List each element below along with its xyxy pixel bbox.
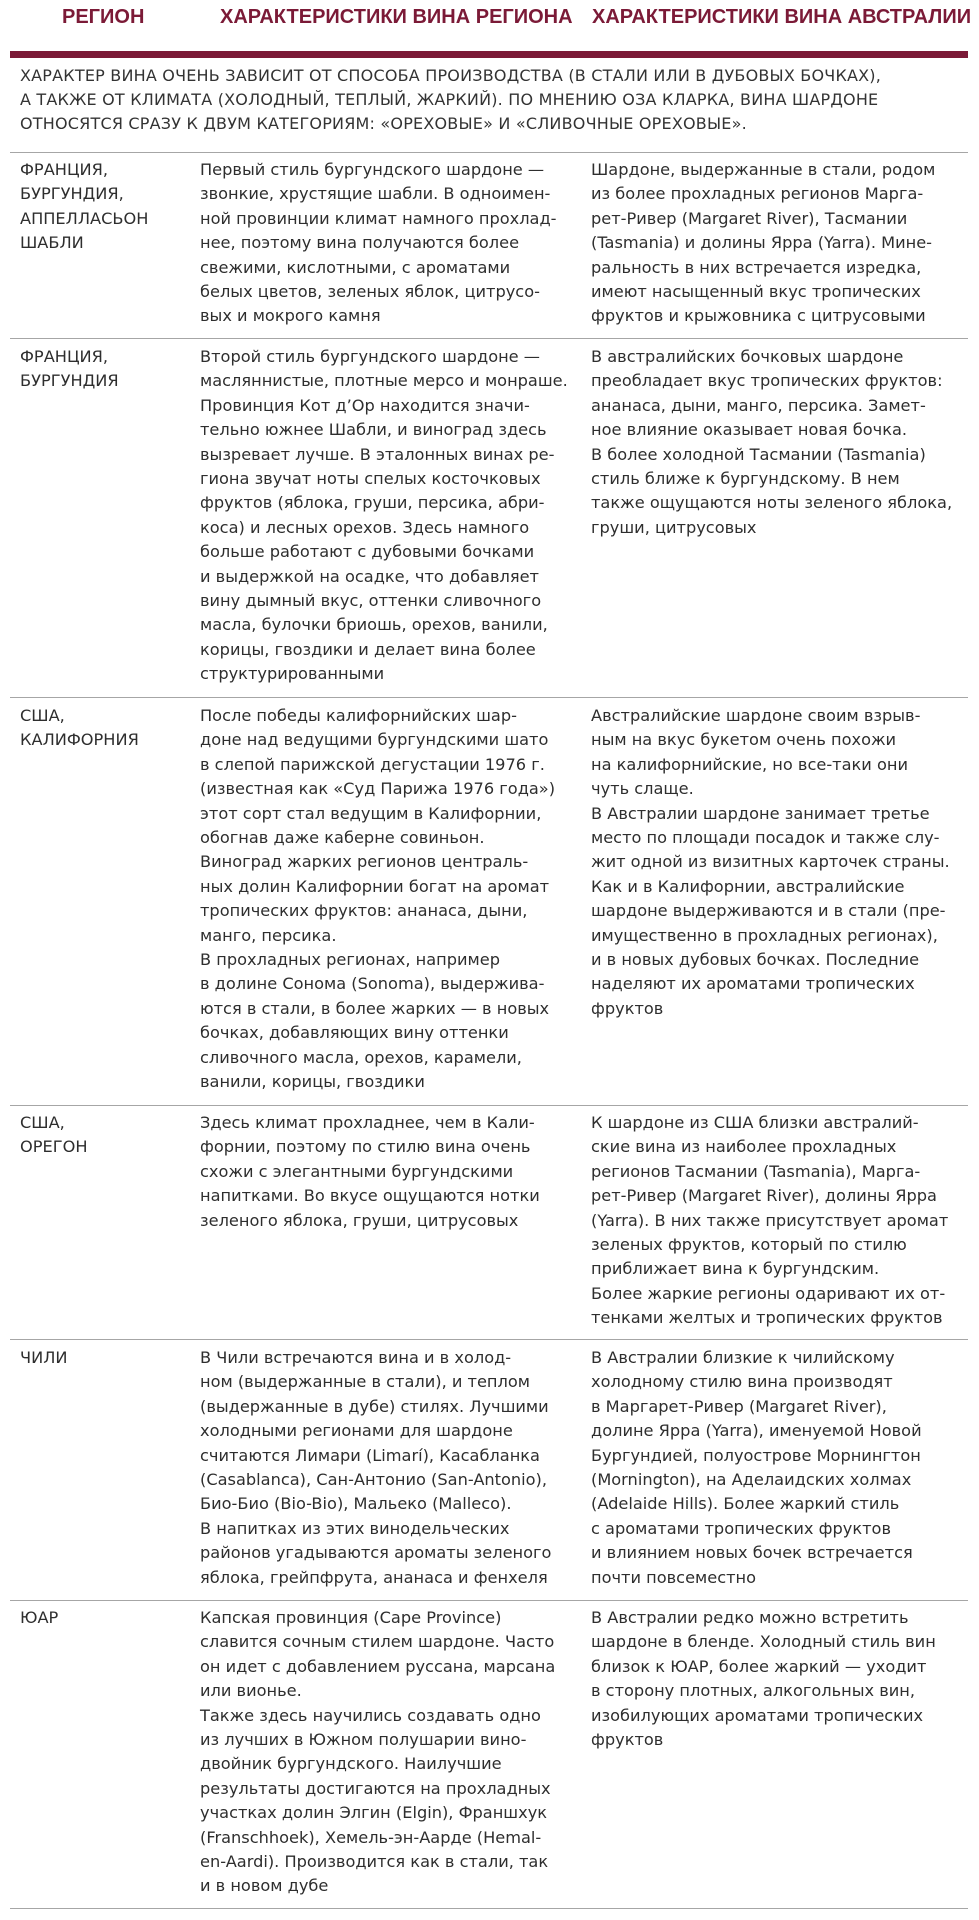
row-divider (10, 1339, 968, 1340)
row-region-wine: Первый стиль бургундского шардоне — звонкие, хрустящие шабли. В одноимен- ной провинции климат намного прохлад- нее, поэтому вина получаются более свежими, кислотными, с ароматами белых цветов, зеленых яблок, цитрусо- вых и мокрого камня (200, 160, 557, 326)
row-region-wine: В Чили встречаются вина и в холод- ном (выдержанные в стали), и теплом (выдержанные в дубе) стилях. Лучшими холодными регионами для шардоне считаются Лимари (Limarí), Касабланка (Casablanca), Сан-Антонио (San-Antonio), Био-Био (Bio-Bio), Мальеко (Malleco). В напитках из этих винодельческих районов угадываются ароматы зеленого яблока, грейпфрута, ананаса и фенхеля (200, 1348, 552, 1587)
row-divider (10, 697, 968, 698)
row-region-wine: Здесь климат прохладнее, чем в Кали- форнии, поэтому по стилю вина очень схожи с элегантными бургундскими напитками. Во вкусе ощущаются нотки зеленого яблока, груши, цитрусовых (200, 1113, 540, 1230)
row-divider (10, 1600, 968, 1601)
column-header-australia-wine: ХАРАКТЕРИСТИКИ ВИНА АВСТРАЛИИ (592, 6, 972, 28)
row-region: США, КАЛИФОРНИЯ (20, 706, 139, 750)
header-rule (10, 51, 968, 58)
row-australia-wine: В Австралии близкие к чилийскому холодному стилю вина производят в Маргарет-Ривер (Margaret River), долине Ярра (Yarra), именуемой Новой Бургундией, полуострове Морнингтон (Mornington), на Аделаидских холмах (Adelaide Hills). Более жаркий стиль с ароматами тропических фруктов и влиянием новых бочек встречается почти повсеместно (591, 1348, 922, 1587)
row-region: ФРАНЦИЯ, БУРГУНДИЯ, АППЕЛЛАСЬОН ШАБЛИ (20, 160, 149, 253)
row-australia-wine: В австралийских бочковых шардоне преобладает вкус тропических фруктов: ананаса, дыни, манго, персика. Замет- ное влияние оказывает новая бочка. В более холодной Тасмании (Tasmania) стиль ближе к бургундскому. В нем также ощущаются ноты зеленого яблока, груши, цитрусовых (591, 347, 953, 537)
row-region: США, ОРЕГОН (20, 1113, 88, 1157)
row-australia-wine: Австралийские шардоне своим взрыв- ным на вкус букетом очень похожи на калифорнийские, но все-таки они чуть слаще. В Австралии шардоне занимает третье место по площади посадок и также слу- жит одной из визитных карточек страны. Как и в Калифорнии, австралийские шардоне выдерживаются и в стали (пре- имущественно в прохладных регионах), и в новых дубовых бочках. Последние наделяют их ароматами тропических фруктов (591, 706, 950, 1018)
row-region-wine: После победы калифорнийских шар- доне над ведущими бургундскими шато в слепой парижской дегустации 1976 г. (известная как «Суд Парижа 1976 года») этот сорт стал ведущим в Калифорнии, обогнав даже каберне совиньон. Виноград жарких регионов централь- ных долин Калифорнии богат на аромат тропических фруктов: ананаса, дыни, манго, персика. В прохладных регионах, например в долине Сонома (Sonoma), выдержива- ются в стали, в более жарких — в новых бочках, добавляющих вину оттенки сливочного масла, орехов, карамели, ванили, корицы, гвоздики (200, 706, 556, 1092)
row-region: ЧИЛИ (20, 1348, 68, 1367)
intro-paragraph: ХАРАКТЕР ВИНА ОЧЕНЬ ЗАВИСИТ ОТ СПОСОБА ПРОИЗВОДСТВА (В СТАЛИ ИЛИ В ДУБОВЫХ БОЧКАХ), А ТАКЖЕ ОТ КЛИМАТА (ХОЛОДНЫЙ, ТЕПЛЫЙ, ЖАРКИЙ). ПО МНЕНИЮ ОЗА КЛАРКА, ВИНА ШАРДОНЕ ОТНОСЯТСЯ СРАЗУ К ДВУМ КАТЕГОРИЯМ: «ОРЕХОВЫЕ» И «СЛИВОЧНЫЕ ОРЕХОВЫЕ». (20, 66, 882, 133)
row-divider (10, 152, 968, 153)
row-region-wine: Капская провинция (Cape Province) славится сочным стилем шардоне. Часто он идет с добавлением руссана, марсана или вионье. Также здесь научились создавать одно из лучших в Южном полушарии вино- двойник бургундского. Наилучшие результаты достигаются на прохладных участках долин Элгин (Elgin), Франшхук (Franschhoek), Хемель-эн-Аарде (Hemal- en-Aardi). Производится как в стали, так и в новом дубе (200, 1608, 556, 1896)
row-region: ЮАР (20, 1608, 59, 1627)
column-header-region-wine: ХАРАКТЕРИСТИКИ ВИНА РЕГИОНА (220, 6, 573, 28)
table-header (0, 0, 979, 40)
row-australia-wine: В Австралии редко можно встретить шардоне в бленде. Холодный стиль вин близок к ЮАР, более жаркий — уходит в сторону плотных, алкогольных вин, изобилующих ароматами тропических фруктов (591, 1608, 936, 1750)
row-region-wine: Второй стиль бургундского шардоне — масляннистые, плотные мерсо и монраше. Провинция Кот д’Ор находится значи- тельно южнее Шабли, и виноград здесь вызревает лучше. В эталонных винах ре- гиона звучат ноты спелых косточковых фруктов (яблока, груши, персика, абри- коса) и лесных орехов. Здесь намного больше работают с дубовыми бочками и выдержкой на осадке, что добавляет вину дымный вкус, оттенки сливочного масла, булочки бриошь, орехов, ванили, корицы, гвоздики и делает вина более структурированными (200, 347, 568, 684)
row-divider (10, 338, 968, 339)
row-region: ФРАНЦИЯ, БУРГУНДИЯ (20, 347, 119, 391)
row-australia-wine: Шардоне, выдержанные в стали, родом из более прохладных регионов Маргa- рет-Ривер (Margaret River), Тасмании (Tasmania) и долины Ярра (Yarra). Мине- ральность в них встречается изредка, имеют насыщенный вкус тропических фруктов и крыжовника с цитрусовыми (591, 160, 936, 326)
column-header-region: РЕГИОН (62, 6, 145, 28)
row-divider (10, 1105, 968, 1106)
row-australia-wine: К шардоне из США близки австралий- ские вина из наиболее прохладных регионов Тасмании (Tasmania), Марга- рет-Ривер (Margaret River), долины Ярра (Yarra). В них также присутствует аромат зеленых фруктов, который по стилю приближает вина к бургундским. Более жаркие регионы одаривают их от- тенками желтых и тропических фруктов (591, 1113, 949, 1328)
row-divider (10, 1908, 968, 1909)
